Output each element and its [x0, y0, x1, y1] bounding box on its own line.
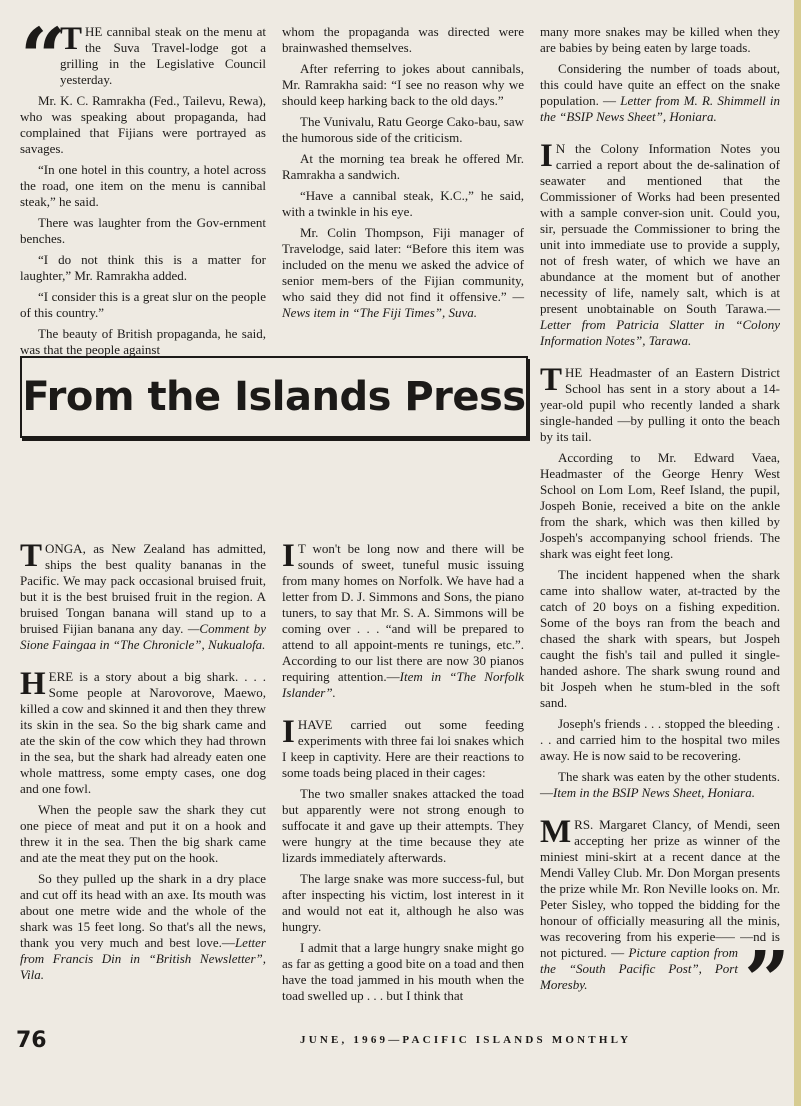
credit-line: Item in “The Norfolk Islander”. — [282, 669, 524, 700]
credit-line: Letter from Patricia Slatter in “Colony Information Notes”, Tarawa. — [540, 317, 780, 348]
paragraph: The Vunivalu, Ratu George Cako-bau, saw the humorous side of the criticism. — [282, 114, 524, 145]
paragraph: After referring to jokes about cannibals, Mr. Ramrakha said: “I see no reason why we should keep harking back to the old days.” — [282, 61, 524, 108]
dropcap: T — [60, 21, 83, 57]
dropcap: M — [540, 814, 572, 850]
paragraph: The shark was eaten by the other students.— — [540, 769, 780, 800]
paragraph: The two smaller snakes attacked the toad but apparently were not strong enough to suffocate it and gave up their attempts. They were hungry at the time because they ate lizards immediately afterwards. — [282, 786, 524, 865]
dropcap: T — [540, 362, 563, 398]
lower-middle-column — [282, 538, 525, 1004]
paragraph: The large snake was more success-ful, but after inspecting his victim, lost interest in it and would not eat it, although he also was hungry. — [282, 871, 524, 934]
paragraph: “Have a cannibal steak, K.C.,” he said, with a twinkle in his eye. — [282, 188, 524, 219]
first-word: T — [297, 541, 306, 556]
lower-left-column — [20, 538, 266, 983]
paragraph: carried out some feeding experiments with three fai loi snakes which I keep in captivity. Here are their reactions to some toads being placed in their cages: — [282, 717, 524, 780]
credit-line: Letter from Francis Din in “British Newsletter”, Vila. — [20, 935, 266, 982]
credit-line: —Comment by Sione Faingaa in “The Chronicle”, Nukualofa. — [20, 621, 266, 652]
paragraph: whom the propaganda was directed were brainwashed themselves. — [282, 24, 524, 55]
close-quote-mark: ” — [743, 933, 780, 1027]
paragraph: won't be long now and there will be sounds of sweet, tuneful music issuing from many homes on Norfolk. We have had a letter from D. J. Simmons and Sons, the piano tuners, to say that Mr. S. A. Simmons will be coming over . . . “and will be prepared to attend to all appoint-ments re tunings, etc.”. According to our list there are now 30 pianos requiring attention.— — [282, 541, 525, 684]
first-word: ONGA, — [45, 541, 86, 556]
paragraph: I admit that a large hungry snake might go as far as getting a good bite on a toad and then have the toad jammed in his mouth when the toad swelled up . . . but I think that — [282, 940, 524, 1003]
paragraph: The beauty of British propaganda, he said, was that the people against — [20, 326, 266, 357]
cannibal-article-col1 — [20, 10, 266, 358]
paragraph: as New Zealand has admitted, ships the best quality bananas in the Pacific. We may pack occasional bruised fruit, but it is the best bruised fruit in the region. A bruised Tongan banana will stand up to a bruised Fijian banana any day. — [20, 541, 266, 636]
dropcap: I — [282, 714, 295, 750]
paragraph: According to Mr. Edward Vaea, Headmaster of the George Henry West School on Lom Lom, Reef Island, the pupil, Jospeh Bonie, received a bite on the ankle from the shark, which was then killed by Jospeh's accompanying school friends. The shark was eight feet long. — [540, 450, 780, 561]
paragraph: the Colony Information Notes you carried a report about the de-salination of seawater and mentioned that the Commissioner of Works had been presented with a sample conver-sion unit. Could you, sir, persuade the Commissioner to bring the unit into immediate use to provide a supply, not of fresh water, of which we have an abundance at the moment but of another necessity of life, namely salt, which is at present unobtainable on South Tarawa.— — [540, 141, 780, 316]
first-word: HAVE — [297, 717, 333, 732]
paragraph: So they pulled up the shark in a dry place and cut off its head with an axe. Its mouth was about one metre wide and the whole of the shark was 15 feet long. So that's all the news, thank you very much and best love.— — [20, 871, 266, 950]
paragraph: At the morning tea break he offered Mr. Ramrakha a sandwich. — [282, 151, 524, 182]
paragraph: Headmaster of an Eastern District School has sent in a story about a 14-year-old pupil who recently landed a shark single-handed —by pulling it onto the beach by its tail. — [540, 365, 781, 444]
running-head: JUNE, 1969—PACIFIC ISLANDS MONTHLY — [300, 1034, 632, 1046]
paragraph: “In one hotel in this country, a hotel across the road, one item on the menu is cannibal steak,” he said. — [20, 162, 266, 209]
credit-line: —News item in “The Fiji Times”, Suva. — [282, 289, 524, 320]
credit-line: Picture caption from the “South Pacific Post”, Port Moresby. — [540, 945, 738, 992]
paragraph: HE cannibal steak on the menu at the Suva Travel-lodge got a grilling in the Legislative Council yesterday. — [60, 24, 266, 87]
open-quote-mark: “ — [20, 10, 57, 104]
first-word: RS. — [574, 817, 594, 832]
paragraph: “I do not think this is a matter for laughter,” Mr. Ramrakha added. — [20, 252, 266, 283]
page-number: 76 — [16, 1028, 47, 1053]
credit-line: Letter from M. R. Shimmell in the “BSIP News Sheet”, Honiara. — [540, 93, 781, 124]
paragraph: Mr. K. C. Ramrakha (Fed., Tailevu, Rewa), who was speaking about propaganda, had complained that Fijians were portrayed as savages. — [20, 93, 266, 156]
dropcap: I — [540, 138, 553, 174]
dropcap: H — [20, 666, 46, 702]
right-column — [540, 24, 781, 1027]
paragraph: The incident happened when the shark came into shallow water, at-tracted by the catch of 20 boys on a fishing expedition. Some of the boys ran from the beach and chased the shark with spears, but Jospeh caught the fish's tail and pulled it single-handed ashore. The shark swung round and bit Jospeh when he stum-bled in the soft sand. — [540, 567, 780, 710]
paragraph: There was laughter from the Gov-ernment benches. — [20, 215, 266, 246]
credit-line: Item in the BSIP News Sheet, Honiara. — [553, 785, 755, 800]
first-word: N — [555, 141, 566, 156]
paragraph: is a story about a big shark. . . . Some people at Narovorove, Maewo, killed a cow and skinned it and then they threw its skin in the sea. So the big shark came and ate the skin of the cow which they had thrown in the sea, but the shark had already eaten one whole mattress, some empty cases, one dog and one fowl. — [20, 669, 266, 796]
paragraph: “I consider this is a great slur on the people of this country.” — [20, 289, 266, 320]
cannibal-article-col2 — [282, 24, 524, 321]
first-word: ERE — [48, 669, 74, 684]
paragraph: many more snakes may be killed when they are babies by being eaten by large toads. — [540, 24, 780, 55]
paragraph: Considering the number of toads about, this could have quite an effect on the snake population. — — [540, 61, 780, 108]
paragraph: When the people saw the shark they cut one piece of meat and put it on a hook and threw it in the sea. Then the big shark came and ate the meat they put on the hook. — [20, 802, 266, 865]
dropcap: T — [20, 538, 43, 574]
page-edge — [794, 0, 801, 1106]
paragraph: Mr. Colin Thompson, Fiji manager of Travelodge, said later: “Before this item was included on the menu we asked the advice of senior mem-bers of the Fijian community, who said they did not find it offensive.” — [282, 225, 524, 304]
headline-box — [20, 356, 528, 438]
paragraph: Joseph's friends . . . stopped the bleeding . . . and carried him to the hospital two miles away. He is now said to be recovering. — [540, 716, 780, 763]
first-word: HE — [565, 365, 583, 380]
dropcap: I — [282, 538, 295, 574]
paragraph: Margaret Clancy, of Mendi, seen accepting her prize as winner of the miniest mini-skirt at a recent dance at the Mendi Valley Club. Mr. Don Morgan presents the prize while Mr. Ron Neville looks on. Mr. Peter Sisley, who topped the bidding for the honour of officially measuring all the minis, was recovering from his experie––– ––nd is not pictured. — — [540, 817, 780, 960]
headline: From the Islands Press — [22, 374, 526, 420]
